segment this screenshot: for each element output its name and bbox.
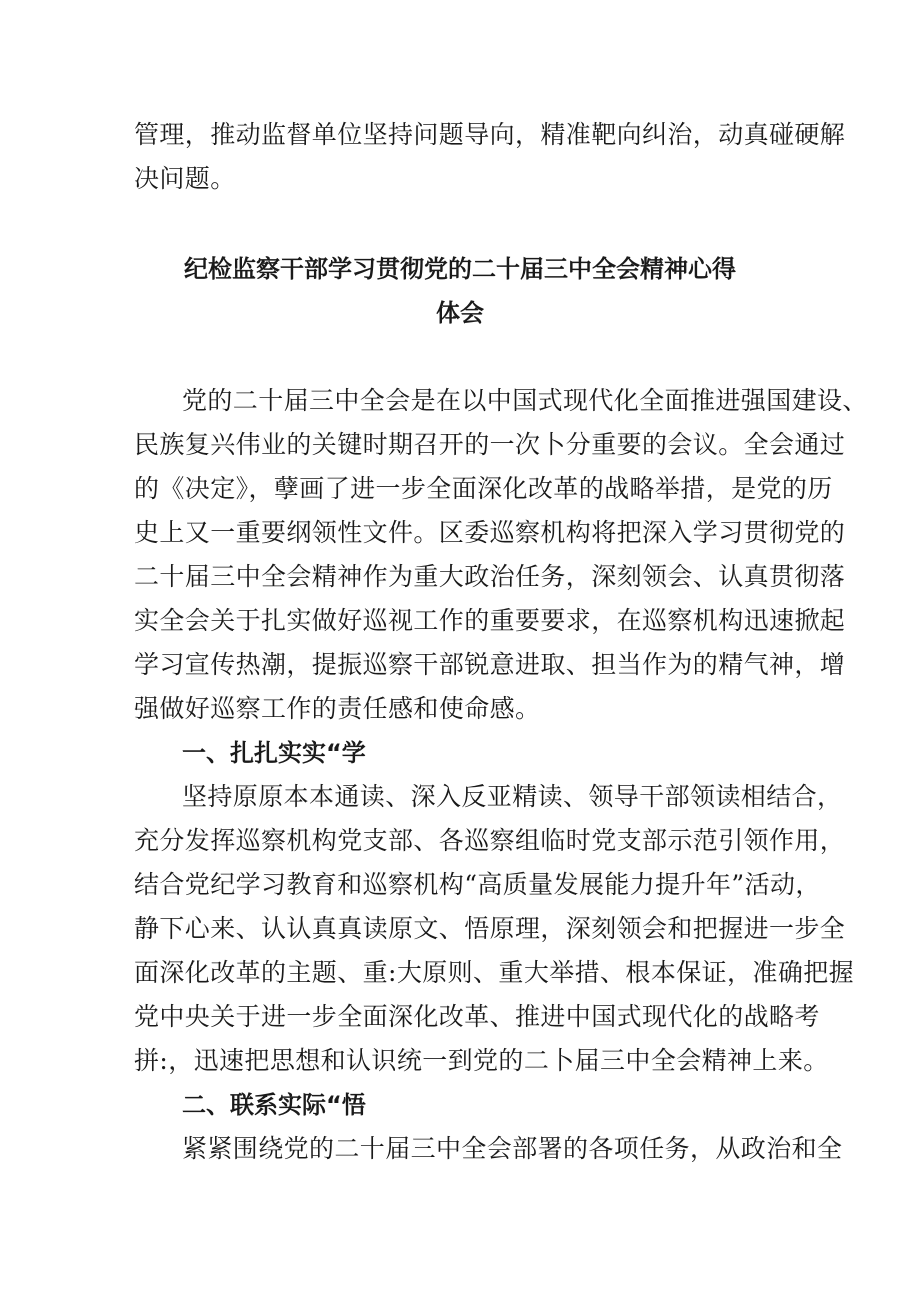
body-line: 结合党纪学习教育和巡察机构“高质量发展能力提升年”活动， <box>134 870 821 899</box>
body-line: 党的二十届三中全会是在以中国式现代化全面推进强国建设、 <box>182 386 868 415</box>
section-heading: 二、联系实际“悟 <box>182 1091 366 1119</box>
document-title: 纪检监察干部学习贯彻党的二十届三中全会精神心得 <box>184 255 736 283</box>
body-line: 实全会关于扎实做好巡视工作的重要要求，在巡察机构迅速掀起 <box>134 606 846 635</box>
body-line: 党中央关于进一步全面深化改革、推进中国式现代化的战略考 <box>134 1002 820 1031</box>
body-line: 史上又一重要纲领性文件。区委巡察机构将把深入学习贯彻党的 <box>134 518 846 547</box>
document-title-line2: 体会 <box>436 299 484 327</box>
body-line: 管理，推动监督单位坚持问题导向，精准靶向纠治，动真碰硬解 <box>134 120 846 149</box>
body-line: 拼:，迅速把思想和认识统一到党的二卜届三中全会精神上来。 <box>134 1046 829 1075</box>
body-line: 紧紧围绕党的二十届三中全会部署的各项任务，从政治和全 <box>182 1134 843 1163</box>
body-line: 决问题。 <box>134 164 236 193</box>
body-line: 静下心来、认认真真读原文、悟原理，深刻领会和把握进一步全 <box>134 914 846 943</box>
body-line: 二十届三中全会精神作为重大政治任务，深刻领会、认真贯彻落 <box>134 562 846 591</box>
section-heading: 一、扎扎实实“学 <box>182 739 366 767</box>
body-line: 充分发挥巡察机构党支部、各巡察组临时党支部示范引领作用， <box>134 826 846 855</box>
body-line: 的《决定》，孽画了进一步全面深化改革的战略举措，是党的历 <box>134 474 833 503</box>
body-line: 强做好巡察工作的责任感和使命感。 <box>134 694 541 723</box>
body-line: 学习宣传热潮，提振巡察干部锐意进取、担当作为的精气神，增 <box>134 650 846 679</box>
body-line: 面深化改革的主题、重:大原则、重大举措、根本保证，准确把握 <box>134 958 855 987</box>
body-line: 民族复兴伟业的关键时期召开的一次卜分重要的会议。全会通过 <box>134 430 846 459</box>
body-line: 坚持原原本本通读、深入反亚精读、领导干部领读相结合， <box>182 782 843 811</box>
